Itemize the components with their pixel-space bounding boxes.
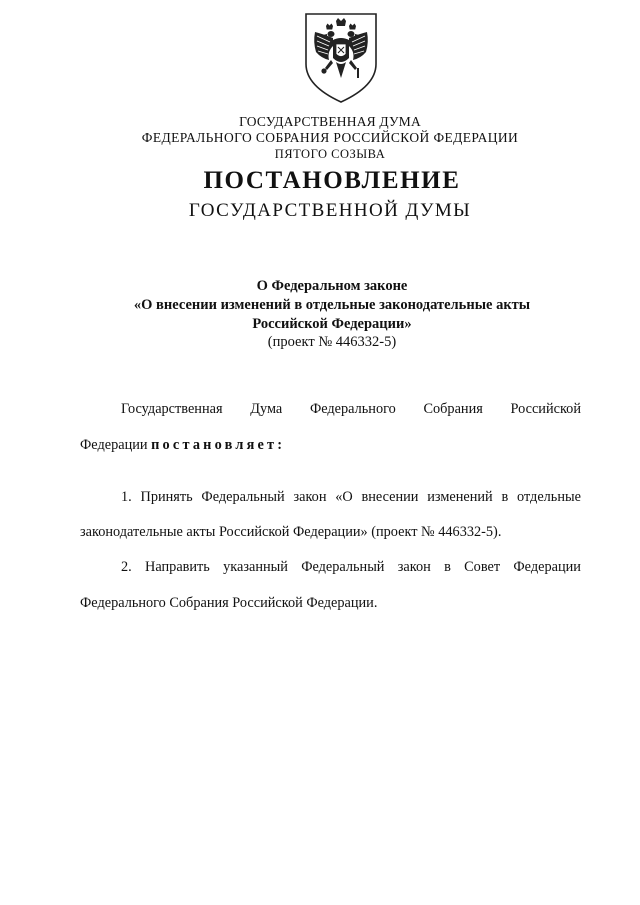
item-1-word: Принять — [140, 489, 193, 505]
item-1-word: изменений — [427, 489, 493, 505]
item-2-word: указанный — [223, 559, 288, 575]
item-2-word: Федеральный — [301, 559, 385, 575]
item-1-line-2: законодательные акты Российской Федерации» (проект № 446332-5). — [80, 524, 502, 540]
item-1-line-1 — [121, 489, 581, 506]
item-1-word: отдельные — [517, 489, 581, 505]
item-1-word: закон — [293, 489, 327, 505]
header-line-2: ФЕДЕРАЛЬНОГО СОБРАНИЯ РОССИЙСКОЙ ФЕДЕРАЦИИ — [141, 130, 519, 145]
preamble-word: Государственная — [121, 401, 223, 417]
preamble-line-2-start: Федерации — [80, 437, 148, 453]
preamble-line-2 — [80, 437, 285, 454]
item-2-word: Федерации — [513, 559, 581, 575]
item-1-word: внесении — [361, 489, 419, 505]
item-2-word: 2. — [121, 559, 132, 575]
item-2-word: Совет — [464, 559, 501, 575]
preamble-word: Федерального — [309, 401, 396, 417]
item-2-word: Направить — [145, 559, 210, 575]
item-2-word: закон — [397, 559, 431, 575]
subject-line-3: Российской Федерации» — [252, 316, 412, 332]
preamble-word: Дума — [250, 401, 283, 417]
preamble-word: Российской — [510, 401, 581, 417]
document-type-title: ПОСТАНОВЛЕНИЕ — [203, 167, 461, 194]
russian-coat-of-arms-icon — [303, 12, 379, 104]
subject-line-1: О Федеральном законе — [256, 278, 408, 294]
item-1-word: 1. — [121, 489, 132, 505]
item-2-line-2: Федерального Собрания Российской Федерации. — [80, 595, 378, 611]
preamble-verb: постановляет: — [151, 437, 286, 453]
preamble-line-1 — [121, 401, 581, 418]
header-line-3: ПЯТОГО СОЗЫВА — [274, 147, 386, 161]
item-2-line-1 — [121, 559, 581, 576]
subject-line-4: (проект № 446332-5) — [267, 334, 397, 350]
item-1-word: «О — [335, 489, 353, 505]
subject-line-2: «О внесении изменений в отдельные законодательные акты — [133, 297, 531, 313]
header-line-1: ГОСУДАРСТВЕННАЯ ДУМА — [239, 114, 421, 129]
item-1-word: Федеральный — [201, 489, 285, 505]
item-1-word: в — [501, 489, 509, 505]
preamble-word: Собрания — [423, 401, 483, 417]
item-2-word: в — [444, 559, 451, 575]
document-type-subtitle: ГОСУДАРСТВЕННОЙ ДУМЫ — [188, 200, 472, 221]
